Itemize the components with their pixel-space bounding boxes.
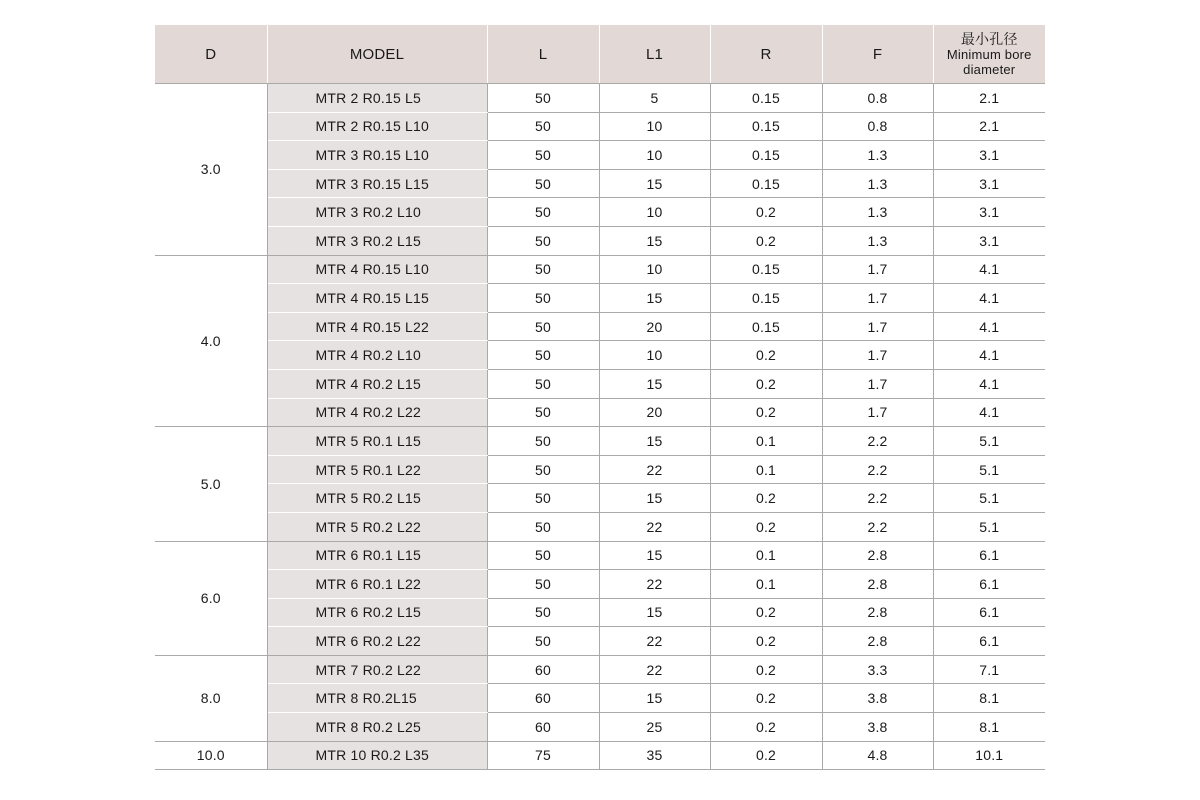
- cell-min-bore: 6.1: [933, 570, 1045, 599]
- cell-model: MTR 4 R0.15 L22: [267, 312, 487, 341]
- cell-l: 60: [487, 655, 599, 684]
- table-row: [155, 84, 1045, 113]
- cell-min-bore: 5.1: [933, 512, 1045, 541]
- cell-min-bore: 6.1: [933, 627, 1045, 656]
- cell-l1: 35: [599, 741, 710, 770]
- cell-min-bore: 7.1: [933, 655, 1045, 684]
- cell-model: MTR 6 R0.1 L22: [267, 570, 487, 599]
- cell-l1: 20: [599, 398, 710, 427]
- cell-l: 50: [487, 484, 599, 513]
- header-min-bore-en-line2: diameter: [963, 61, 1016, 77]
- cell-f: 1.3: [822, 169, 933, 198]
- cell-model: MTR 5 R0.1 L22: [267, 455, 487, 484]
- cell-r: 0.1: [710, 455, 822, 484]
- cell-f: 2.2: [822, 455, 933, 484]
- table-row: [155, 512, 1045, 541]
- cell-r: 0.15: [710, 141, 822, 170]
- cell-l1: 20: [599, 312, 710, 341]
- cell-l: 50: [487, 541, 599, 570]
- cell-model: MTR 3 R0.15 L15: [267, 169, 487, 198]
- cell-model: MTR 3 R0.2 L15: [267, 226, 487, 255]
- cell-l: 75: [487, 741, 599, 770]
- cell-l: 50: [487, 312, 599, 341]
- cell-f: 2.8: [822, 541, 933, 570]
- cell-model: MTR 3 R0.15 L10: [267, 141, 487, 170]
- cell-l1: 22: [599, 455, 710, 484]
- cell-f: 2.2: [822, 427, 933, 456]
- table-row: [155, 484, 1045, 513]
- cell-f: 1.7: [822, 284, 933, 313]
- table-row: [155, 112, 1045, 141]
- table-row: [155, 598, 1045, 627]
- table-body: [155, 84, 1045, 770]
- cell-l1: 5: [599, 84, 710, 113]
- cell-min-bore: 5.1: [933, 484, 1045, 513]
- cell-model: MTR 4 R0.2 L22: [267, 398, 487, 427]
- cell-r: 0.1: [710, 570, 822, 599]
- cell-min-bore: 2.1: [933, 112, 1045, 141]
- cell-l1: 15: [599, 169, 710, 198]
- cell-r: 0.2: [710, 627, 822, 656]
- cell-l1: 25: [599, 713, 710, 742]
- cell-l: 50: [487, 427, 599, 456]
- table-header: [155, 25, 1045, 84]
- cell-r: 0.15: [710, 312, 822, 341]
- cell-l: 60: [487, 684, 599, 713]
- cell-f: 3.3: [822, 655, 933, 684]
- cell-f: 1.7: [822, 369, 933, 398]
- header-r: R: [710, 25, 822, 84]
- cell-l: 50: [487, 141, 599, 170]
- table-row: [155, 169, 1045, 198]
- cell-min-bore: 6.1: [933, 598, 1045, 627]
- cell-r: 0.2: [710, 741, 822, 770]
- cell-d: 3.0: [155, 84, 267, 256]
- header-l1: L1: [599, 25, 710, 84]
- cell-r: 0.2: [710, 598, 822, 627]
- table-row: [155, 255, 1045, 284]
- cell-r: 0.2: [710, 226, 822, 255]
- header-min-bore: [933, 25, 1045, 84]
- table-row: [155, 541, 1045, 570]
- cell-f: 1.3: [822, 198, 933, 227]
- cell-min-bore: 3.1: [933, 141, 1045, 170]
- cell-r: 0.2: [710, 684, 822, 713]
- cell-model: MTR 8 R0.2 L25: [267, 713, 487, 742]
- cell-l: 50: [487, 398, 599, 427]
- cell-r: 0.15: [710, 255, 822, 284]
- cell-model: MTR 6 R0.1 L15: [267, 541, 487, 570]
- cell-min-bore: 4.1: [933, 369, 1045, 398]
- cell-f: 1.7: [822, 312, 933, 341]
- cell-l1: 10: [599, 112, 710, 141]
- cell-r: 0.15: [710, 84, 822, 113]
- cell-r: 0.2: [710, 713, 822, 742]
- table-row: [155, 341, 1045, 370]
- cell-model: MTR 8 R0.2L15: [267, 684, 487, 713]
- cell-r: 0.1: [710, 427, 822, 456]
- cell-d: 6.0: [155, 541, 267, 655]
- table-row: [155, 284, 1045, 313]
- cell-r: 0.2: [710, 484, 822, 513]
- cell-r: 0.2: [710, 512, 822, 541]
- table-row: [155, 141, 1045, 170]
- cell-model: MTR 3 R0.2 L10: [267, 198, 487, 227]
- cell-min-bore: 4.1: [933, 255, 1045, 284]
- table-row: [155, 455, 1045, 484]
- cell-f: 1.7: [822, 255, 933, 284]
- spec-table: [155, 25, 1045, 770]
- cell-l: 50: [487, 369, 599, 398]
- cell-l1: 15: [599, 427, 710, 456]
- cell-l1: 15: [599, 684, 710, 713]
- cell-model: MTR 4 R0.15 L10: [267, 255, 487, 284]
- cell-f: 1.7: [822, 398, 933, 427]
- cell-r: 0.15: [710, 112, 822, 141]
- cell-model: MTR 2 R0.15 L5: [267, 84, 487, 113]
- cell-l1: 22: [599, 512, 710, 541]
- cell-model: MTR 4 R0.2 L15: [267, 369, 487, 398]
- cell-r: 0.2: [710, 198, 822, 227]
- table-row: [155, 398, 1045, 427]
- table-row: [155, 226, 1045, 255]
- cell-l1: 15: [599, 598, 710, 627]
- cell-model: MTR 6 R0.2 L22: [267, 627, 487, 656]
- table-row: [155, 198, 1045, 227]
- cell-min-bore: 4.1: [933, 312, 1045, 341]
- cell-f: 2.8: [822, 570, 933, 599]
- cell-min-bore: 3.1: [933, 226, 1045, 255]
- cell-l: 50: [487, 570, 599, 599]
- cell-model: MTR 2 R0.15 L10: [267, 112, 487, 141]
- cell-l1: 15: [599, 484, 710, 513]
- header-l: L: [487, 25, 599, 84]
- cell-l: 50: [487, 512, 599, 541]
- cell-min-bore: 3.1: [933, 198, 1045, 227]
- cell-model: MTR 4 R0.2 L10: [267, 341, 487, 370]
- cell-d: 5.0: [155, 427, 267, 541]
- cell-l: 50: [487, 198, 599, 227]
- cell-l: 50: [487, 455, 599, 484]
- table-row: [155, 427, 1045, 456]
- table-row: [155, 627, 1045, 656]
- cell-model: MTR 6 R0.2 L15: [267, 598, 487, 627]
- header-min-bore-zh: 最小孔径: [960, 30, 1018, 47]
- cell-l: 50: [487, 627, 599, 656]
- cell-l1: 15: [599, 226, 710, 255]
- cell-model: MTR 5 R0.1 L15: [267, 427, 487, 456]
- cell-l1: 10: [599, 255, 710, 284]
- cell-l1: 10: [599, 198, 710, 227]
- cell-f: 4.8: [822, 741, 933, 770]
- header-model: MODEL: [267, 25, 487, 84]
- cell-l1: 22: [599, 627, 710, 656]
- cell-model: MTR 4 R0.15 L15: [267, 284, 487, 313]
- header-min-bore-en-line1: Minimum bore: [946, 46, 1032, 62]
- cell-l: 50: [487, 226, 599, 255]
- cell-f: 0.8: [822, 112, 933, 141]
- cell-l1: 15: [599, 369, 710, 398]
- table-row: [155, 713, 1045, 742]
- header-f: F: [822, 25, 933, 84]
- cell-min-bore: 4.1: [933, 341, 1045, 370]
- cell-l1: 22: [599, 655, 710, 684]
- cell-min-bore: 4.1: [933, 284, 1045, 313]
- cell-min-bore: 6.1: [933, 541, 1045, 570]
- cell-model: MTR 5 R0.2 L15: [267, 484, 487, 513]
- cell-min-bore: 8.1: [933, 684, 1045, 713]
- cell-d: 10.0: [155, 741, 267, 770]
- table-row: [155, 684, 1045, 713]
- cell-f: 2.2: [822, 512, 933, 541]
- cell-l1: 15: [599, 284, 710, 313]
- cell-r: 0.2: [710, 655, 822, 684]
- cell-l: 50: [487, 84, 599, 113]
- cell-min-bore: 2.1: [933, 84, 1045, 113]
- table-row: [155, 741, 1045, 770]
- cell-r: 0.2: [710, 398, 822, 427]
- cell-f: 2.8: [822, 627, 933, 656]
- cell-f: 1.3: [822, 226, 933, 255]
- cell-min-bore: 3.1: [933, 169, 1045, 198]
- cell-l1: 15: [599, 541, 710, 570]
- cell-f: 0.8: [822, 84, 933, 113]
- cell-l: 50: [487, 112, 599, 141]
- cell-l: 50: [487, 284, 599, 313]
- table-row: [155, 369, 1045, 398]
- table-row: [155, 570, 1045, 599]
- cell-l1: 10: [599, 141, 710, 170]
- cell-model: MTR 5 R0.2 L22: [267, 512, 487, 541]
- cell-d: 8.0: [155, 655, 267, 741]
- cell-l: 50: [487, 341, 599, 370]
- cell-r: 0.2: [710, 369, 822, 398]
- cell-model: MTR 10 R0.2 L35: [267, 741, 487, 770]
- cell-min-bore: 10.1: [933, 741, 1045, 770]
- cell-min-bore: 8.1: [933, 713, 1045, 742]
- cell-f: 3.8: [822, 713, 933, 742]
- cell-f: 2.8: [822, 598, 933, 627]
- cell-f: 1.3: [822, 141, 933, 170]
- cell-l: 50: [487, 255, 599, 284]
- cell-f: 1.7: [822, 341, 933, 370]
- cell-model: MTR 7 R0.2 L22: [267, 655, 487, 684]
- cell-l1: 10: [599, 341, 710, 370]
- cell-l: 50: [487, 169, 599, 198]
- cell-r: 0.2: [710, 341, 822, 370]
- cell-l: 60: [487, 713, 599, 742]
- table-row: [155, 655, 1045, 684]
- cell-f: 2.2: [822, 484, 933, 513]
- cell-r: 0.1: [710, 541, 822, 570]
- cell-l1: 22: [599, 570, 710, 599]
- cell-min-bore: 4.1: [933, 398, 1045, 427]
- cell-l: 50: [487, 598, 599, 627]
- cell-r: 0.15: [710, 169, 822, 198]
- cell-f: 3.8: [822, 684, 933, 713]
- header-row: [155, 25, 1045, 84]
- cell-r: 0.15: [710, 284, 822, 313]
- cell-min-bore: 5.1: [933, 455, 1045, 484]
- header-d: D: [155, 25, 267, 84]
- cell-d: 4.0: [155, 255, 267, 427]
- table-row: [155, 312, 1045, 341]
- cell-min-bore: 5.1: [933, 427, 1045, 456]
